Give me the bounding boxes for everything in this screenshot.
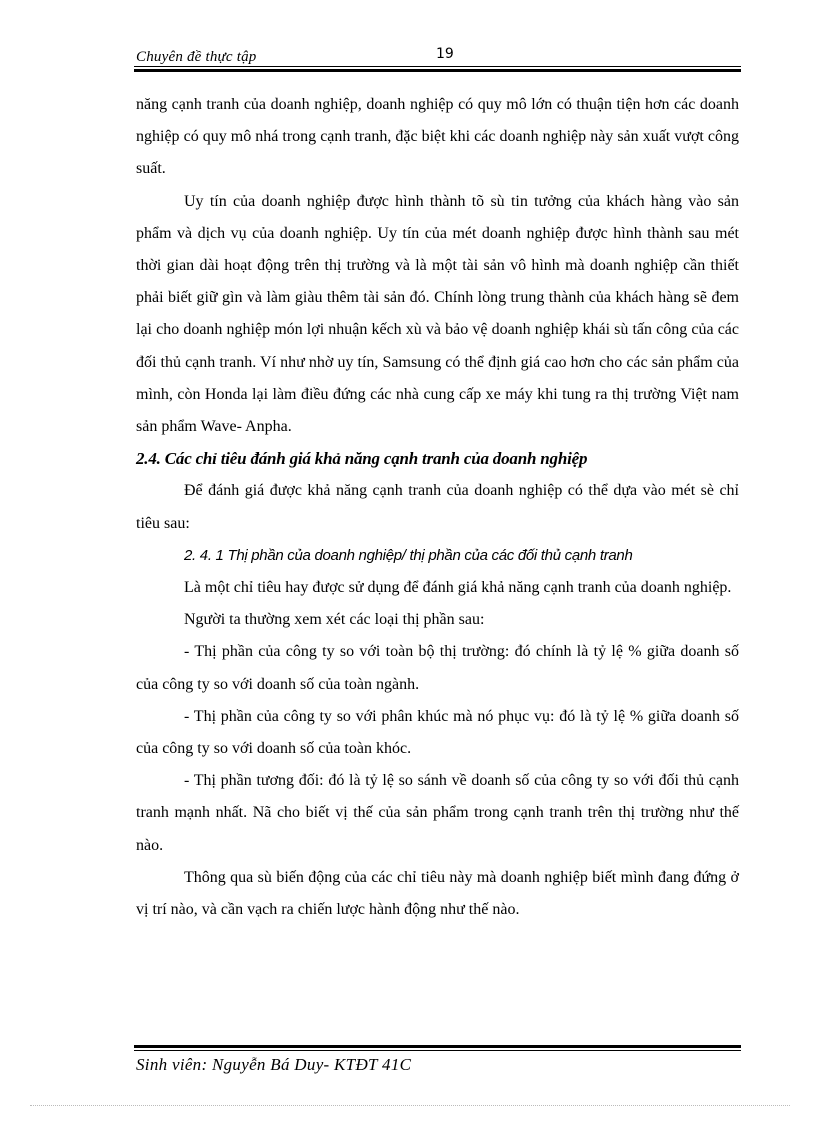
paragraph-market-share: Là một chỉ tiêu hay được sử dụng để đánh giá khả năng cạnh tranh của doanh nghiệp.: [184, 579, 732, 597]
header-rule-thin: [134, 66, 741, 67]
list-item-total-market: - Thị phần của công ty so với toàn bộ thị trường: đó chính là tỷ lệ % giữa doanh số của công ty so với doanh số của toàn ngành.: [136, 643, 739, 693]
header-title: Chuyên đề thực tập: [136, 49, 257, 65]
paragraph-share-types: Người ta thường xem xét các loại thị phần sau:: [184, 611, 485, 629]
page-edge-dots: [30, 1105, 790, 1106]
paragraph-conclusion: Thông qua sù biến động của các chỉ tiêu này mà doanh nghiệp biết mình đang đứng ở vị trí nào, và cần vạch ra chiến lược hành động như thế nào.: [136, 868, 739, 919]
subsection-heading-2-4-1: 2. 4. 1 Thị phần của doanh nghiệp/ thị phần của các đối thủ cạnh tranh: [184, 546, 633, 564]
footer-student: Sinh viên: Nguyễn Bá Duy- KTĐT 41C: [136, 1055, 412, 1074]
section-heading-2-4: 2.4. Các chỉ tiêu đánh giá khả năng cạnh tranh của doanh nghiệp: [136, 449, 588, 469]
header-rule-thick: [134, 69, 741, 72]
footer-rule-thick: [134, 1045, 741, 1048]
paragraph-intro-criteria: Để đánh giá được khả năng cạnh tranh của doanh nghiệp có thể dựa vào mét sè chỉ tiêu sau:: [136, 482, 739, 532]
page-body: [136, 89, 739, 926]
paragraph-continuation: năng cạnh tranh của doanh nghiệp, doanh nghiệp có quy mô lớn có thuận tiện hơn các doanh nghiệp có quy mô nhá trong cạnh tranh, đặc biệt khi các doanh nghiệp này sản xuất vượt công suất.: [136, 96, 739, 178]
list-item-relative: - Thị phần tương đối: đó là tỷ lệ so sánh về doanh số của công ty so với đối thủ cạnh tranh mạnh nhất. Nã cho biết vị thế của sản phẩm trong cạnh tranh trên thị trường như thế nào.: [136, 772, 739, 854]
footer-rule-thin: [134, 1050, 741, 1051]
page-number: 19: [436, 46, 454, 62]
paragraph-reputation: Uy tín của doanh nghiệp được hình thành tõ sù tin tưởng của khách hàng vào sản phẩm và dịch vụ của doanh nghiệp. Uy tín của mét doanh nghiệp được hình thành sau mét thời gian dài hoạt động trên thị trường và là một tài sản vô hình mà doanh nghiệp cần thiết phải biết giữ gìn và làm giàu thêm tài sản đó. Chính lòng trung thành của khách hàng sẽ đem lại cho doanh nghiệp món lợi nhuận kếch xù và bảo vệ doanh nghiệp khái sù tấn công của các đối thủ cạnh tranh. Ví như nhờ uy tín, Samsung có thể định giá cao hơn cho các sản phẩm của mình, còn Honda lại làm điều đứng các nhà cung cấp xe máy khi tung ra thị trường Việt nam sản phẩm Wave- Anpha.: [136, 192, 739, 436]
list-item-segment: - Thị phần của công ty so với phân khúc mà nó phục vụ: đó là tỷ lệ % giữa doanh số của công ty so với doanh số của toàn khóc.: [136, 707, 739, 758]
